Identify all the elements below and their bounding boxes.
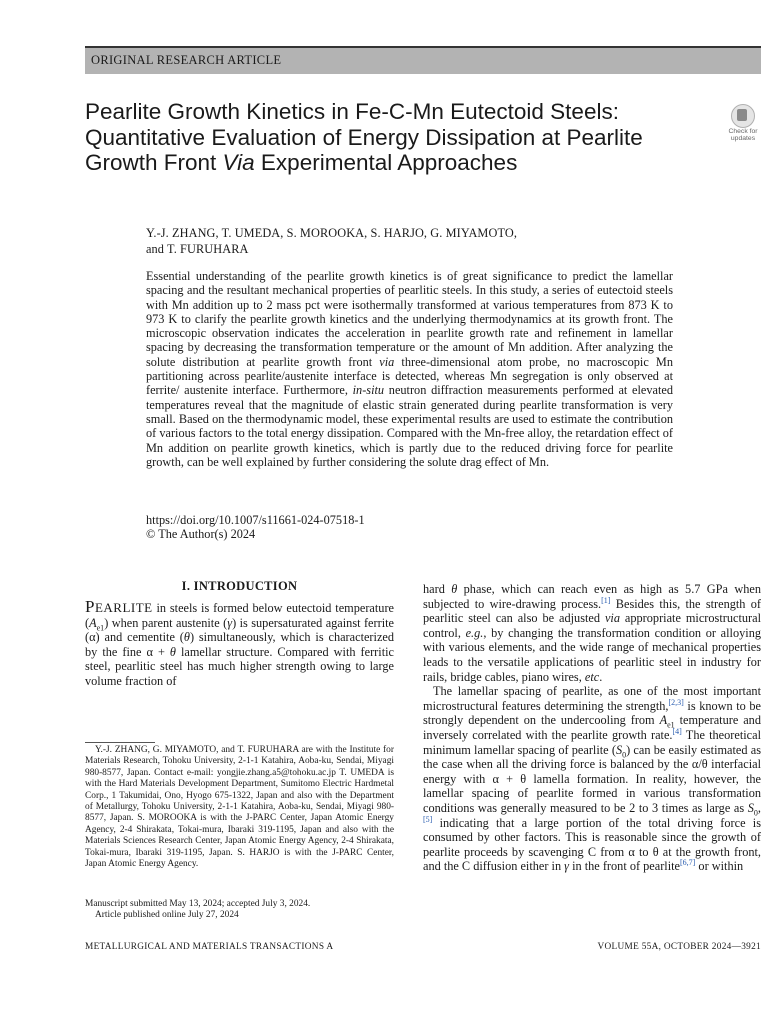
intro-paragraph-cont: [423, 582, 761, 684]
body-text: indicating that a large portion of the total driving force is consumed by other factors. This is reasonable since the growth of pearlite proceeds by scavenging C from α to θ at the growth front, and the C diffusion either in: [423, 815, 761, 874]
abstract-insitu: in-situ: [352, 383, 385, 398]
symbol-s0: S: [615, 742, 623, 757]
body-text: is known to be strongly dependent on the undercooling from: [423, 698, 761, 728]
body-text: temperature and inversely correlated with the pearlite growth rate.: [423, 713, 761, 742]
footnote-divider: [85, 742, 155, 743]
italic-via: via: [604, 611, 620, 626]
journal-name-footer: METALLURGICAL AND MATERIALS TRANSACTIONS A: [85, 942, 334, 952]
authors-line-1: Y.-J. ZHANG, T. UMEDA, S. MOROOKA, S. HARJO, G. MIYAMOTO,: [146, 226, 517, 240]
drop-word-rest: EARLITE: [94, 600, 153, 615]
citation-link-6-7[interactable]: [6,7]: [680, 858, 696, 868]
body-text: ,: [757, 800, 761, 815]
title-part-1: Pearlite Growth Kinetics in Fe-C-Mn Eutectoid Steels: Quantitative Evaluation of Energy Dissipation at Pearlite Growth Front: [85, 99, 643, 175]
article-type-banner: [85, 46, 761, 74]
author-affiliations-footnote: [85, 745, 394, 870]
doi-link[interactable]: https://doi.org/10.1007/s11661-024-07518-1: [146, 513, 365, 527]
intro-text: ) simultaneously, which is characterized by the fine α +: [85, 630, 395, 659]
symbol-ae: A: [89, 615, 97, 630]
intro-text: lamellar structure. Compared with ferritic steel, pearlitic steel has much higher strength owing to large volume fraction of: [85, 644, 394, 688]
italic-etc: etc: [584, 669, 600, 684]
title-part-2: Experimental Approaches: [254, 150, 518, 175]
copyright-notice: © The Author(s) 2024: [146, 527, 256, 541]
symbol-theta: θ: [451, 582, 458, 596]
body-text: phase, which can reach even as high as 5.7 GPa when subjected to wire-drawing process.: [423, 582, 761, 611]
authors-line-2: and T. FURUHARA: [146, 242, 249, 256]
body-text: , by changing the transformation condition or alloying with various elements, and the wide range of mechanical properties leads to the versatile applications of pearlitic steel in industry for rails, bridge cables, piano wires,: [423, 625, 761, 684]
italic-eg: e.g.: [465, 625, 484, 640]
right-column: [423, 582, 761, 874]
article-title: [85, 99, 665, 176]
body-text: hard: [423, 582, 452, 596]
citation-link-1[interactable]: [1]: [601, 595, 611, 605]
body-text: The theoretical minimum lamellar spacing of pearlite (: [423, 727, 762, 757]
intro-paragraph-1: [85, 597, 395, 689]
abstract: [146, 269, 673, 469]
drop-word: [85, 597, 153, 616]
body-text: .: [599, 669, 603, 684]
symbol-ae-sub: e1: [667, 720, 675, 730]
symbol-gamma: γ: [564, 859, 570, 874]
body-text: ) can be easily estimated as the case when all the driving force is balanced by the α/θ interfacial energy with α + θ lamella formation. In reality, however, the lamellar spacing of pearlite formed in various transformation conditions was generally measured to be 2 to 3 times as large as: [423, 742, 761, 815]
author-list: [146, 225, 616, 257]
title-via: Via: [222, 150, 255, 175]
symbol-gamma: γ: [227, 615, 233, 630]
section-heading-introduction: I. INTRODUCTION: [181, 579, 298, 593]
symbol-theta: θ: [169, 644, 176, 659]
article-type-label: ORIGINAL RESEARCH ARTICLE: [91, 53, 282, 67]
doi-line: [146, 513, 365, 527]
article-published: Article published online July 27, 2024: [95, 910, 239, 921]
abstract-via: via: [379, 354, 395, 369]
symbol-ae-sub: e1: [96, 623, 105, 633]
citation-link-4[interactable]: [4]: [672, 726, 682, 736]
check-for-updates-line1: Check for: [728, 128, 758, 135]
symbol-s0-sub: 0: [622, 749, 627, 759]
body-text: appropriate microstructural control,: [423, 611, 761, 640]
intro-paragraph-2: [423, 684, 761, 874]
footnote-text: Y.-J. ZHANG, G. MIYAMOTO, and T. FURUHARA are with the Institute for Materials Research, Tohoku University, 2-1-1 Katahira, Aoba-ku, Sendai, Miyagi 980-8577, Japan. Contact e-mail: yongjie.zhang.a5@tohoku.ac.jp T. UMEDA is with the Hard Materials Development Department, Sumitomo Electric Hardmetal Corp., 1 Takumidai, Ono, Hyogo 675-1322, Japan and also with the Department of Metallurgy, Tohoku University, 2-1-1 Katahira, Aoba-ku, Sendai, Miyagi 980-8577, Japan. S. MOROOKA is with the J-PARC Center, Japan Atomic Energy Agency, 2-4 Shirakata, Tokai-mura, Ibaraki 319-1195, Japan and also with the Materials Sciences Research Center, Japan Atomic Energy Agency, 2-4 Shirakata, Tokai-mura, Ibaraki 319-1195, Japan. S. HARJO is with the J-PARC Center, Japan Atomic Energy Agency.: [85, 745, 394, 870]
body-text: Besides this, the strength of pearlitic steel can also be adjusted: [423, 596, 761, 626]
citation-link-5[interactable]: [5]: [423, 814, 433, 824]
symbol-s0-sub: 0: [753, 808, 758, 818]
drop-letter: P: [85, 597, 95, 616]
intro-text: ) when parent austenite (: [104, 615, 228, 630]
abstract-text-2: three-dimensional atom probe, no macroscopic Mn partitioning across pearlite/austenite interface is detected, whereas Mn segregation is only observed at ferrite/ austenite interface. Furthermore,: [146, 354, 673, 398]
symbol-theta: θ: [183, 630, 190, 645]
body-text: or within: [695, 859, 744, 874]
check-for-updates-line2: updates: [730, 135, 756, 142]
abstract-text-3: neutron diffraction measurements performed at elevated temperatures reveal that the magnitude of elastic strain generated during pearlite transformation is very small. Based on the thermodynamic model, these experimental results are used to estimate the contribution of various factors to the total energy dissipation. Compared with the Mn-free alloy, the retardation effect of Mn addition on pearlite growth kinetics, which is partly due to the reduced driving force for pearlite growth, can be well explained by further considering the solute drag effect of Mn.: [146, 383, 673, 469]
abstract-text-1: Essential understanding of the pearlite growth kinetics is of great significance to predict the lamellar spacing and the resultant mechanical properties of pearlitic steels. In this study, a series of eutectoid steels with Mn addition up to 2 mass pct were isothermally transformed at various temperatures from 873 K to 973 K to clarify the pearlite growth kinetics and the underlying thermodynamics at its growth front. The microscopic observation indicates the acceleration in pearlite growth rate and refinement in lamellar spacing by decreasing the transformation temperature or the amount of Mn addition. After analyzing the solute distribution at pearlite growth front: [146, 269, 673, 369]
intro-text: in steels is formed below eutectoid temperature (: [85, 601, 394, 630]
symbol-ae: A: [659, 713, 668, 728]
intro-text: ) is supersaturated against ferrite (α) and cementite (: [85, 615, 394, 645]
body-text: in the front of pearlite: [569, 859, 681, 874]
body-text: The lamellar spacing of pearlite, as one of the most important microstructural features determining the strength,: [423, 684, 761, 713]
citation-link-2-3[interactable]: [2,3]: [668, 697, 684, 707]
manuscript-dates: [85, 899, 394, 922]
check-for-updates-icon: [731, 104, 755, 128]
volume-page-footer: VOLUME 55A, OCTOBER 2024—3921: [597, 942, 761, 952]
manuscript-submitted: Manuscript submitted May 13, 2024; accepted July 3, 2024.: [85, 899, 311, 909]
symbol-s0: S: [747, 800, 754, 815]
check-for-updates-button[interactable]: [724, 104, 762, 144]
